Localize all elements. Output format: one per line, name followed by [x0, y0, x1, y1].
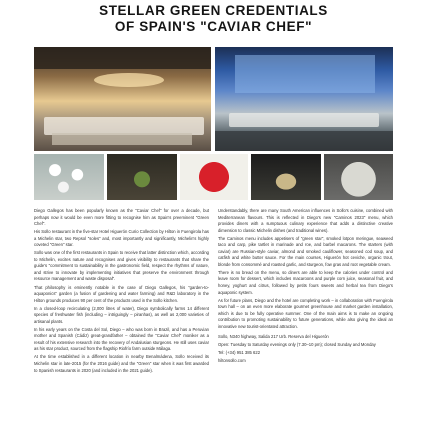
right-paragraph: Understandably, there are many South American influences in Sollo's cuisine, combined with Mediterranean flavours. This is reflected in Diego's new "Caminos 2023" menu, which provides diners with a sumptuous culinary experience that adds a distinctive creative dimension to classic Michelin dishes (and traditional wines).: [218, 208, 393, 233]
right-paragraph: There is no bread on the menu, so diners are able to keep the calories under control and leave room for dessert, which includes macaroons and purple corn juice, seasonal fruit, and honey, yoghurt and citrus, followed by petits fours sweets and herbal tea from Diego's aquaponic system.: [218, 269, 393, 295]
terrace-canopy: [34, 47, 211, 69]
dining-tables: [229, 113, 379, 127]
right-paragraph: As for future plans, Diego and the hotel are completing work – in collaboration with Fuengirola town hall – on an even more elaborate gourmet greenhouse and market garden installation, which is due to be fully operative summer. One of the main aims is to make an ongoing contribution to promoting sustainability to future generations, while also giving the ideal an innovative new tourist-orientated attraction.: [218, 297, 393, 329]
terrace-chairs: [52, 133, 192, 145]
herb-dish-photo: [107, 154, 177, 200]
left-text-column: [34, 208, 209, 376]
plated-dish-photo: [324, 154, 393, 200]
restaurant-terrace-photo: [34, 47, 211, 151]
dining-floor: [215, 131, 393, 151]
contact-address: Sollo, N340 highway, Salida 217 Urb. Reserva del Higuerón: [218, 334, 329, 340]
right-text-column: [218, 208, 393, 367]
left-paragraph: At the time established in a different location in nearby Benalmádena, Sollo received its Michelin star in late-2015 (for the 2016 guide) and the "Green" star when it was first awarded to Spanish restaurants in 2020 (and included in the 2021 guide).: [34, 354, 209, 373]
left-paragraph: In his early years on the Costa del Sol, Diego – who was born in Brazil, and has a Peruvian mother and Spanish (Cádiz) great-grandfather – obtained the "Caviar Chef" moniker as a result of his extensive research into the recovery of Andalusian sturgeons. He still uses caviar as his star product, sourced from the flagship Riofrío farm outside Málaga.: [34, 326, 209, 352]
chef-cooking-photo: [251, 154, 321, 200]
left-paragraph: That philosophy is eminently notable in the case of Diego Gallegos, his "garden-to-aquaponics" garden (a fusion of gardening and water farming) and R&D laboratory in the Hilton grounds produces 90 per cent of the products used in the Sollo kitchen.: [34, 284, 209, 303]
title-line-2: OF SPAIN'S "CAVIAR CHEF": [114, 19, 313, 34]
contact-phone: Tel: (+34) 951 385 622: [218, 350, 261, 356]
caviar-dishes-photo: [34, 154, 104, 200]
red-dish-photo: [180, 154, 248, 200]
restaurant-dining-room-photo: [215, 47, 393, 151]
left-paragraph: Diego Gallegos has been popularly known as the "Caviar Chef" for over a decade, but perhaps now it would be even more fitting to recognise him as Spain's preeminent "Green Chef".: [34, 208, 209, 227]
dining-window: [235, 55, 375, 93]
terrace-light: [94, 73, 164, 87]
contact-web: hiltonsollo.com: [218, 358, 246, 364]
left-paragraph: Sollo was one of the first restaurants in Spain to receive that latter distinction which, according to Michelin, excites nature and recognises and gives visibility to restaurants that share the guide's "commitment to sustainability in the gastronomic field, respect the rhythms of nature, and strive to innovate by implementing initiatives that preserve the environment through resource management and waste disposal".: [34, 250, 209, 282]
title-line-1: STELLAR GREEN CREDENTIALS: [99, 3, 328, 18]
contact-hours: Open: Tuesday to Saturday evenings only (7.30–10 pm); closed Sunday and Monday: [218, 342, 376, 348]
left-paragraph: In a closed-loop recirculating (2,000 litres of water), Diego symbolically farms 14 different species of freshwater fish (including – intriguingly – piranhas), as well as 2,000 varieties of artisanal plants.: [34, 305, 209, 324]
right-paragraph: The Caminos menu includes appetisers of "green star", smoked lotpon meringue, seaweed taco and carp, pike tartlet in marinade and roe, and barbel macarons. The starters (with caviar) are Russian-style caviar, almond and smoked cauliflower, seasoned cod soup, and catfish and white butter sauce. For the main courses, Higuerón hot ceviche, organic trout, blonde from consommé and roasted garlic, and sturgeon, fow gras and root vegetable cream.: [218, 235, 393, 267]
left-paragraph: His Sollo restaurant in the five-star Hotel Higuerón Curio Collection by Hilton in Fuengirola has a Michelin star, two Repsol "soles" and, most importantly and significantly, Michelin's highly coveted "Green" star.: [34, 229, 209, 248]
